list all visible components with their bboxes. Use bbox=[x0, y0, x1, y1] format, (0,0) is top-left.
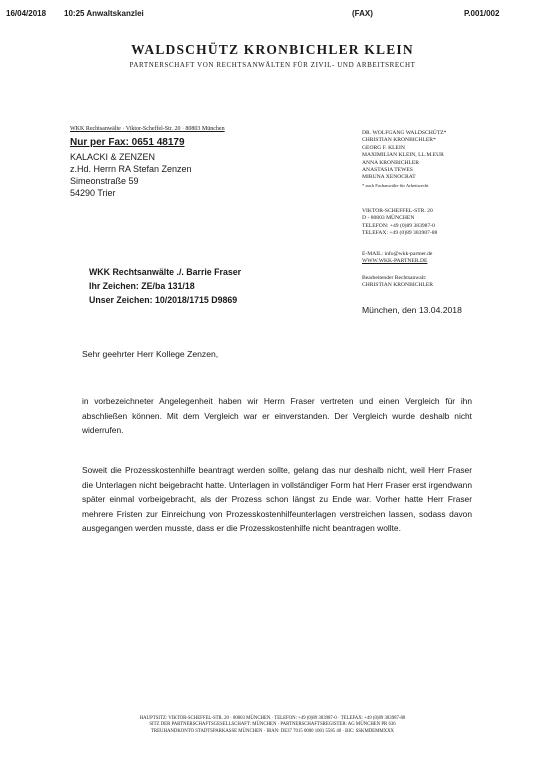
office-fax: TELEFAX: +49 (0)89 383987-88 bbox=[362, 230, 438, 237]
recipient-street: Simeonstraße 59 bbox=[70, 176, 139, 186]
partner-name: ANASTASIA TEWES bbox=[362, 167, 413, 174]
partner-name: MIRUNA XENOCRAT bbox=[362, 174, 416, 181]
recipient-attention: z.Hd. Herrn RA Stefan Zenzen bbox=[70, 164, 192, 174]
salutation: Sehr geehrter Herr Kollege Zenzen, bbox=[82, 349, 219, 359]
footer-line: HAUPTSITZ: VIKTOR-SCHEFFEL-STR. 20 · 80803 MÜNCHEN · TELEFON: +49 (0)89 383987-0 · TELEFAX: +49 (0)89 383987-88 bbox=[139, 716, 406, 721]
reference-subject: WKK Rechtsanwälte ./. Barrie Fraser bbox=[89, 267, 242, 277]
office-email: E-MAIL: info@wkk-partner.de bbox=[362, 251, 433, 257]
partner-name: MAXIMILIAN KLEIN, LL.M.EUR bbox=[362, 152, 444, 159]
fax-date: 16/04/2018 bbox=[6, 9, 47, 18]
letter-date: München, den 13.04.2018 bbox=[362, 305, 462, 315]
footer-line: TREUHANDKONTO STADTSPARKASSE MÜNCHEN · IBAN: DE37 7015 0000 1001 5585 40 · BIC: SSKMDEMMXXX bbox=[150, 728, 395, 734]
recipient-city: 54290 Trier bbox=[70, 188, 116, 198]
partners-note: * auch Fachanwälte für Arbeitsrecht bbox=[362, 182, 429, 188]
office-street: VIKTOR-SCHEFFEL-STR. 20 bbox=[362, 208, 433, 214]
fax-page-number: P.001/002 bbox=[464, 9, 500, 18]
office-address bbox=[362, 208, 437, 238]
recipient-fax: Nur per Fax: 0651 48179 bbox=[70, 137, 185, 148]
partner-name: GEORG F. KLEIN bbox=[362, 144, 405, 151]
office-web: WWW.WKK-PARTNER.DE bbox=[362, 258, 428, 265]
reference-their: Ihr Zeichen: ZE/ba 131/18 bbox=[89, 281, 195, 291]
sender-line: WKK Rechtsanwälte · Viktor-Scheffel-Str. 20 · 80803 München bbox=[70, 126, 225, 132]
recipient-company: KALACKI & ZENZEN bbox=[70, 152, 156, 162]
body-paragraph-1: in vorbezeichneter Angelegenheit haben wir Herrn Fraser vertreten und einen Vergleich für ihn abschließen können. Mit dem Vergleich war er einverstanden. Der Vergleich wurde deshalb nicht widerrufen. bbox=[82, 396, 472, 436]
partner-name: CHRISTIAN KRONBICHLER* bbox=[362, 137, 436, 144]
partner-name: DR. WOLFGANG WALDSCHÜTZ* bbox=[362, 130, 447, 136]
fax-time-sender: 10:25 Anwaltskanzlei bbox=[64, 9, 144, 18]
firm-subtitle: PARTNERSCHAFT VON RECHTSANWÄLTEN FÜR ZIVIL- UND ARBEITSRECHT bbox=[129, 61, 416, 69]
partner-name: ANNA KRONBICHLER bbox=[362, 159, 420, 166]
handler-name: CHRISTIAN KRONBICHLER bbox=[362, 282, 434, 289]
handler-block bbox=[362, 275, 433, 290]
body-paragraph-2: Soweit die Prozesskostenhilfe beantragt werden sollte, gelang das nur deshalb nicht, weil Herr Fraser die Unterlagen nicht beigebracht hatte. Unterlagen in vollständiger Form hat Herr Fraser erst irgendwann später einmal vorbeigebracht, als der Prozess schon längst zu Ende war. Vorher hatte Herr Fraser mehrere Fristen zur Einreichung von Prozesskostenhilfeunterlagen verstreichen lassen, sodass davon ausgegangen werden musste, dass er die Prozesskostenhilfe nicht beantragen wollte. bbox=[82, 465, 472, 534]
partners-list bbox=[362, 130, 446, 189]
office-contact bbox=[362, 251, 432, 266]
footer-line: SITZ DER PARTNERSCHAFTSGESELLSCHAFT: MÜNCHEN · PARTNERSCHAFTSREGISTER: AG MÜNCHEN PR 636 bbox=[149, 722, 396, 728]
fax-label: (FAX) bbox=[352, 9, 373, 18]
reference-our: Unser Zeichen: 10/2018/1715 D9869 bbox=[89, 295, 238, 305]
handler-label: Bearbeitender Rechtsanwalt: bbox=[362, 275, 427, 281]
office-phone: TELEFON: +49 (0)89 383987-0 bbox=[362, 222, 435, 229]
firm-name: WALDSCHÜTZ KRONBICHLER KLEIN bbox=[131, 42, 414, 57]
office-city: D - 80803 MÜNCHEN bbox=[362, 215, 415, 222]
letter-footer bbox=[0, 716, 545, 735]
